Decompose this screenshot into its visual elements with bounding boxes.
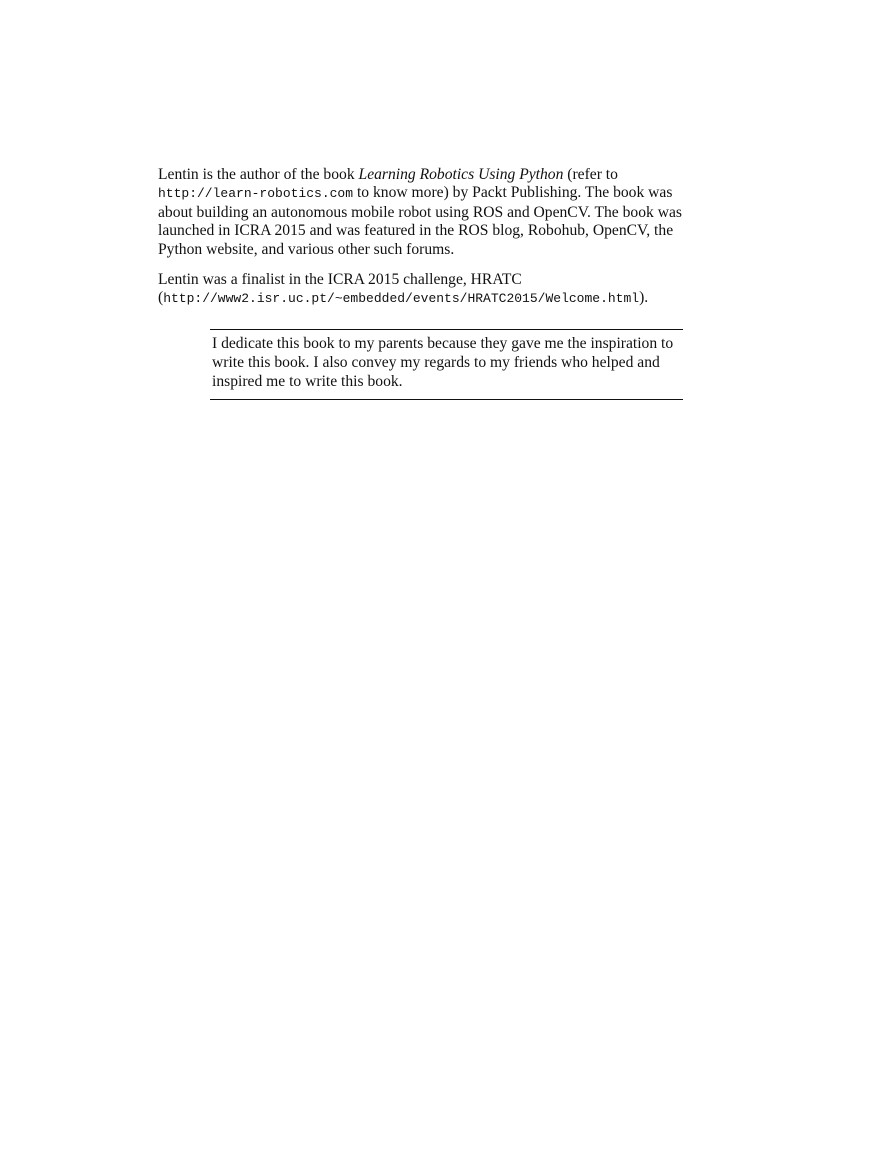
- bio-text-1: Lentin is the author of the book: [158, 166, 359, 183]
- book-website-url: http://learn-robotics.com: [158, 186, 354, 202]
- book-title: Learning Robotics Using Python: [358, 166, 564, 183]
- bio-text-3: to know more) by Packt Publishing. The book was about building an autonomous mobile robot using ROS and OpenCV. The book was launched in ICRA 2015 and was featured in the ROS blog, Robohub, OpenCV, the Python website, and various other such forums.: [158, 184, 682, 258]
- bio-text-2: (refer to: [563, 166, 618, 183]
- finalist-text-2: ).: [639, 289, 649, 307]
- finalist-text-1: Lentin was a finalist in the ICRA 2015 challenge, HRATC (: [158, 271, 522, 307]
- page-content: [158, 166, 700, 390]
- hratc-url: http://www2.isr.uc.pt/~embedded/events/HRATC2015/Welcome.html: [163, 291, 640, 307]
- finalist-paragraph: [158, 271, 700, 309]
- dedication-text: I dedicate this book to my parents because they gave me the inspiration to write this book. I also convey my regards to my friends who helped and inspired me to write this book.: [212, 335, 674, 390]
- dedication-box: [210, 329, 683, 400]
- author-bio-paragraph: [158, 166, 700, 259]
